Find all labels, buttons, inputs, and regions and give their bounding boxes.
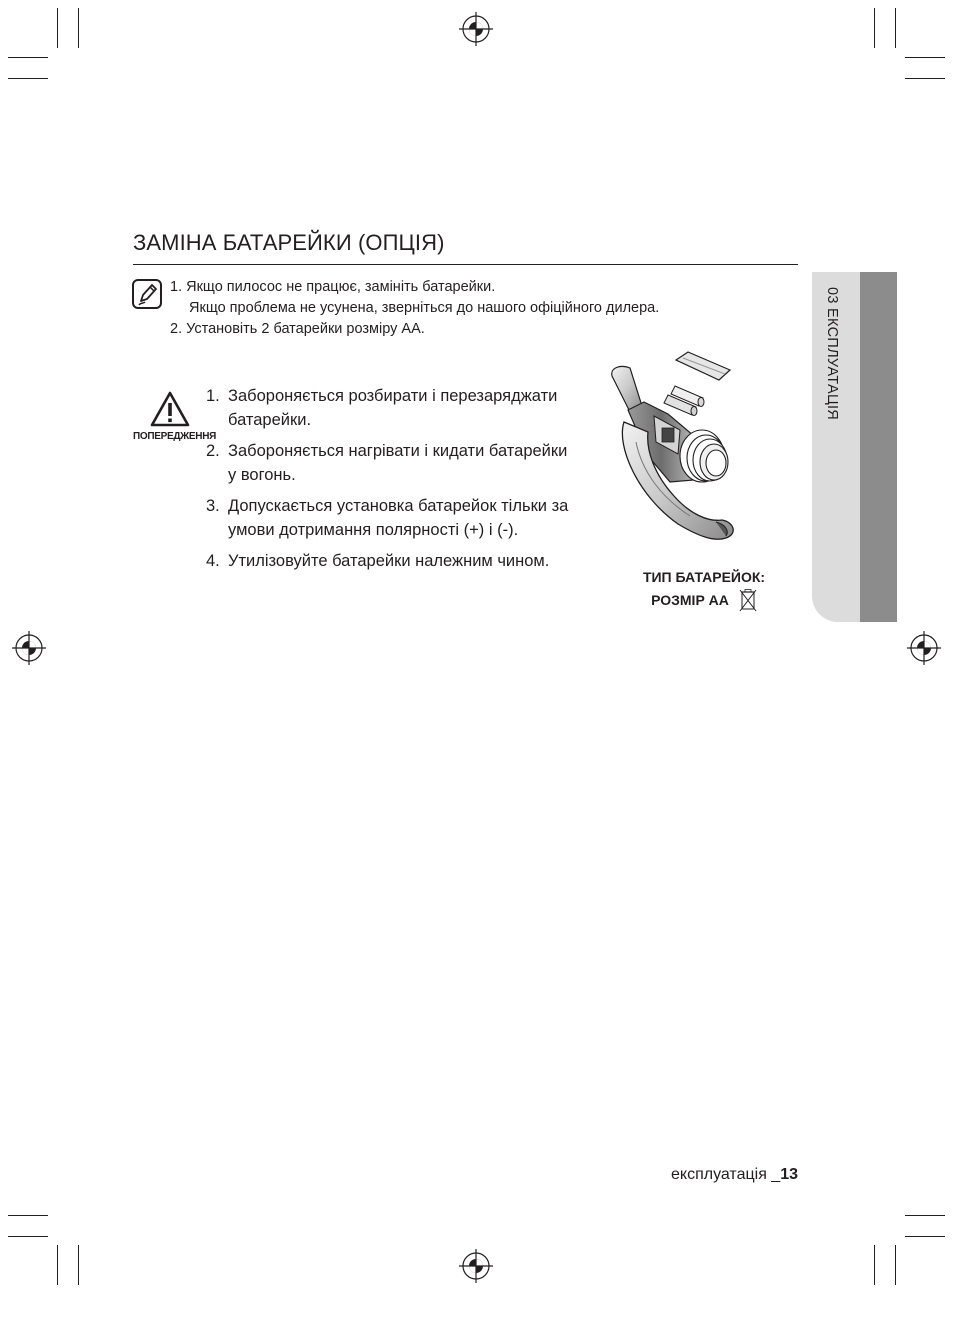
battery-size-label: РОЗМІР АА (651, 592, 729, 608)
battery-caption (618, 566, 790, 612)
warning-item-text: Утилізовуйте батарейки належним чином. (228, 552, 550, 570)
page-number: 13 (780, 1166, 798, 1183)
crop-mark (905, 1236, 945, 1237)
title-divider (133, 264, 798, 265)
warning-item-number: 1. (206, 387, 220, 405)
crop-mark (78, 8, 79, 48)
warning-item-number: 3. (206, 497, 220, 515)
registration-mark-icon (907, 631, 941, 665)
page-footer (600, 1166, 798, 1184)
warning-item-number: 2. (206, 442, 220, 460)
registration-mark-icon (12, 631, 46, 665)
registration-mark-icon (459, 12, 493, 46)
warning-item (206, 384, 573, 432)
note-pencil-icon (131, 278, 163, 310)
warning-list (206, 384, 573, 580)
crop-mark (905, 78, 945, 79)
footer-section: експлуатація _ (670, 1166, 781, 1183)
registration-mark-icon (459, 1249, 493, 1283)
note-line: 2. Установіть 2 батарейки розміру АА. (170, 321, 425, 337)
crop-mark (874, 1245, 875, 1285)
crop-mark (8, 57, 48, 58)
warning-item-text: Допускається установка батарейок тільки за умови дотримання полярності (+) і (-). (228, 497, 569, 539)
note-text (170, 277, 659, 340)
warning-item (206, 439, 573, 487)
warning-item-text: Забороняється розбирати і перезаряджати батарейки. (228, 387, 558, 429)
warning-triangle-icon (149, 390, 191, 428)
crop-mark (905, 57, 945, 58)
warning-item (206, 494, 573, 542)
side-tab-label: 03 ЕКСПЛУАТАЦІЯ (824, 287, 840, 421)
note-line: Якщо проблема не усунена, зверніться до нашого офіційного дилера. (189, 300, 660, 316)
warning-label: ПОПЕРЕДЖЕННЯ (133, 431, 217, 442)
section-title: ЗАМІНА БАТАРЕЙКИ (ОПЦІЯ) (133, 230, 445, 255)
crop-mark (895, 8, 896, 48)
crop-mark (8, 1215, 48, 1216)
crop-mark (8, 78, 48, 79)
battery-type-label: ТИП БАТАРЕЙОК: (642, 569, 766, 585)
crop-mark (905, 1215, 945, 1216)
crop-mark (8, 1236, 48, 1237)
warning-item (206, 549, 573, 573)
crop-mark (78, 1245, 79, 1285)
warning-item-text: Забороняється нагрівати і кидати батарейки у вогонь. (228, 442, 568, 484)
crop-mark (57, 8, 58, 48)
crop-mark (895, 1245, 896, 1285)
warning-item-number: 4. (206, 552, 220, 570)
vacuum-handle-battery-illustration (598, 346, 748, 556)
crossed-bin-icon (739, 588, 757, 612)
crop-mark (57, 1245, 58, 1285)
note-line: 1. Якщо пилосос не працює, замініть батарейки. (170, 279, 496, 295)
crop-mark (874, 8, 875, 48)
